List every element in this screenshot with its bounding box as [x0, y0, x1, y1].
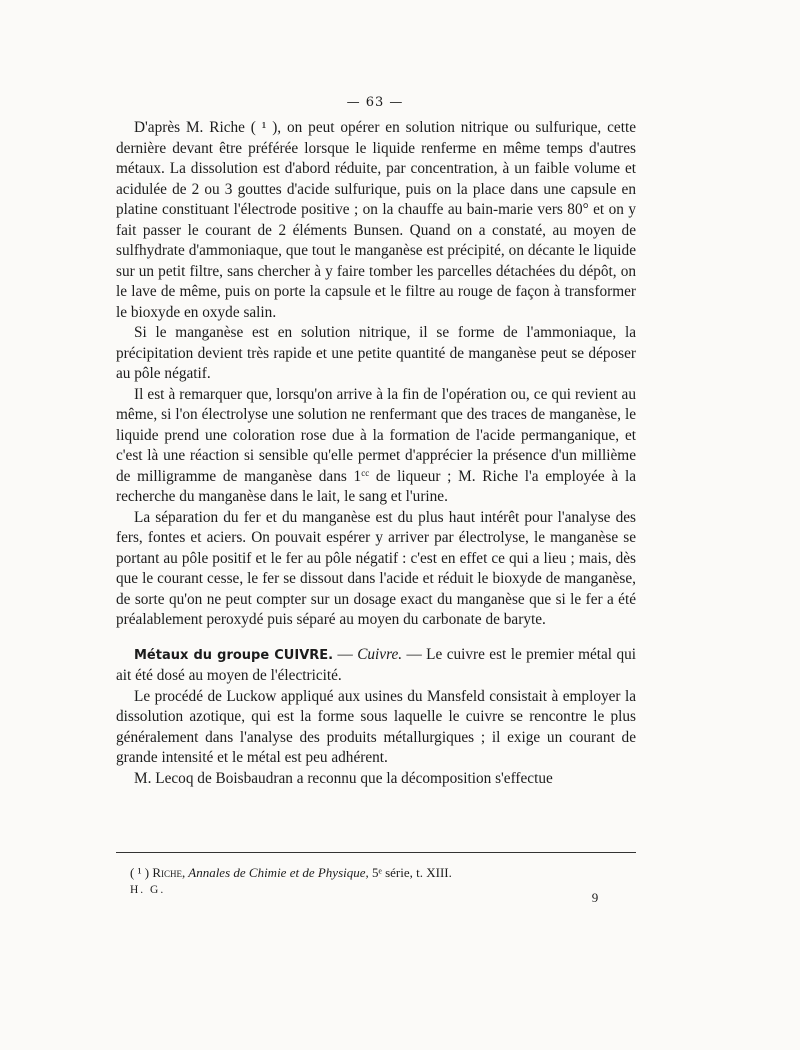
footnote-details: 5ᵉ série, t. XIII.	[368, 865, 452, 880]
paragraph-5: Le procédé de Luckow appliqué aux usines du Mansfeld consistait à employer la dissolution azotique, qui est la forme sous laquelle le cuivre se rencontre le plus généralement dans l'analyse des produits métallurgiques ; il exige un courant de grande intensité et le métal est peu adhérent.	[116, 687, 636, 766]
paragraph-1: D'après M. Riche ( ¹ ), on peut opérer en solution nitrique ou sulfurique, cette dernière devant être préférée lorsque le liquide renferme en même temps d'autres métaux. La dissolution est d'abord réduite, par concentration, à un faible volume et acidulée de 2 ou 3 gouttes d'acide sulfurique, puis on la place dans une capsule en platine constituant l'électrode positive ; on la chauffe au bain-marie vers 80° et on y fait passer le courant de 2 éléments Bunsen. Quand on a constaté, au moyen de sulfhydrate d'ammoniaque, que tout le manganèse est précipité, on décante le liquide sur un petit filtre, sans chercher à y faire tomber les parcelles détachées du dépôt, on le lave de même, puis on porte la capsule et le filtre au rouge de façon à transformer le bioxyde en oxyde salin.	[116, 119, 636, 321]
section-dash: —	[333, 645, 358, 663]
body-text	[116, 118, 636, 789]
footnote-marker: ( ¹ )	[130, 865, 153, 880]
sheet-number: 9	[591, 890, 599, 905]
section-heading-caps: CUIVRE.	[274, 647, 334, 663]
paragraph-3-text: Il est à remarquer que, lorsqu'on arrive à la fin de l'opération ou, ce qui revient au même, si l'on électrolyse une solution ne renfermant que des traces de manganèse, le liquide prend une coloration rose due à la formation de l'acide permanganique, et c'est là une réaction si sensible qu'elle permet d'apprécier la présence d'un millième de milligramme de manganèse dans 1	[116, 385, 636, 485]
section-heading-prefix: Métaux du groupe	[134, 647, 275, 663]
paragraph-3-superscript: cc	[361, 467, 370, 478]
section-lead-in: Cuivre.	[357, 645, 403, 663]
paragraph-4: La séparation du fer et du manganèse est du plus haut intérêt pour l'analyse des fers, fontes et aciers. On pouvait espérer y arriver par électrolyse, le manganèse se portant au pôle positif et le fer au pôle négatif : c'est en effet ce qui a lieu ; mais, dès que le courant cesse, le fer se dissout dans l'acide et réduit le bioxyde de manganèse, de sorte qu'on ne peut compter sur un dosage exact du manganèse que si le fer a été préalablement peroxydé puis séparé au moyen du carbonate de baryte.	[116, 508, 636, 628]
paragraph-6: M. Lecoq de Boisbaudran a reconnu que la décomposition s'effectue	[134, 769, 553, 787]
section-rest: — Le cuivre est le premier métal qui ait été dosé au moyen de l'électricité.	[116, 645, 636, 684]
paragraph-3-tail: de liqueur ; M. Riche l'a employée à la recherche du manganèse dans le lait, le sang et l'urine.	[116, 467, 636, 505]
section-paragraph	[116, 645, 636, 687]
footnote-journal: Annales de Chimie et de Physique,	[185, 865, 369, 880]
footnote	[130, 864, 636, 882]
footnote-author: Riche,	[152, 865, 186, 880]
paragraph-3	[116, 385, 636, 508]
signature-mark: H. G.	[130, 884, 166, 896]
footnote-divider	[116, 852, 636, 853]
paragraph-2: Si le manganèse est en solution nitrique, il se forme de l'ammoniaque, la précipitation devient très rapide et une petite quantité de manganèse peut se déposer au pôle négatif.	[116, 324, 636, 382]
page-number: — 63 —	[346, 95, 404, 110]
